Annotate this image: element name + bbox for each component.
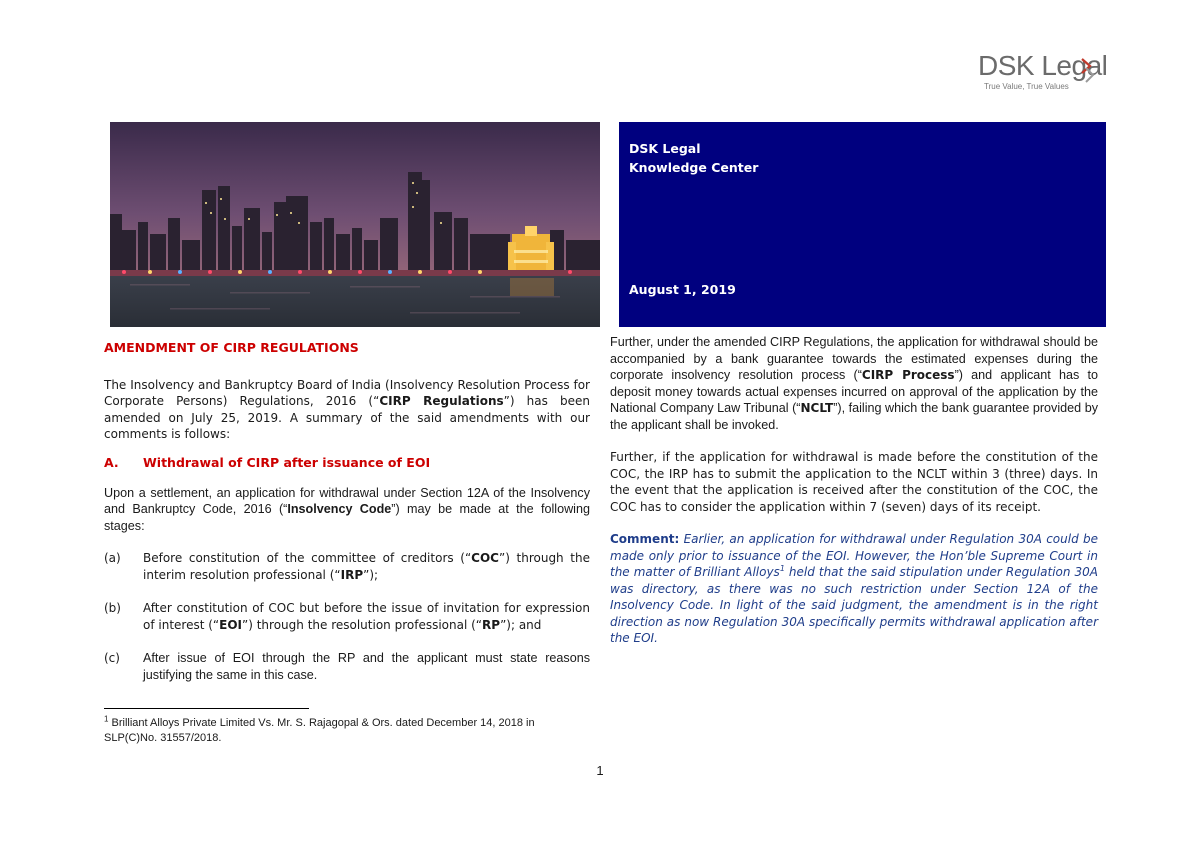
list-item-c [104, 650, 590, 683]
footnote-number: 1 [104, 714, 109, 724]
settlement-text-2: ”) may be made at the following stages: [104, 502, 590, 533]
footnote-ref[interactable]: 1 [779, 564, 785, 573]
city-skyline-image [110, 122, 600, 327]
knowledge-center-panel [619, 122, 1106, 327]
settlement-paragraph [104, 485, 590, 535]
timeline-paragraph: Further, if the application for withdrawal is made before the constitution of the COC, the IRP has to submit the application to the NCLT within 3 (three) days. In the event that the application is received after the constitution of the COC, the COC has to consider the application within 7 (seven) days of its receipt. [610, 450, 1098, 514]
item-b-text-2: ”) through the resolution professional (“ [242, 617, 483, 632]
footnote-text: Brilliant Alloys Private Limited Vs. Mr. S. Rajagopal & Ors. dated December 14, 2018 in SLP(C)No. 31557/2018. [104, 717, 535, 744]
panel-line-1: DSK Legal [629, 141, 701, 156]
comment-text-2: held that the said stipulation under Regulation 30A was directory, as there was no such restriction under Section 12A of the Insolvency Code. In light of the said judgment, the amendment is in the right direction as now Regulation 30A specifically permits withdrawal application after the EOI. [610, 565, 1098, 645]
list-item-text [143, 550, 590, 583]
intro-paragraph [104, 377, 590, 443]
logo-name: DSK Legal [978, 50, 1108, 81]
list-item-label: (b) [104, 601, 121, 615]
para1-text-3: ”), failing which the bank guarantee provided by the applicant shall be invoked. [610, 401, 1098, 432]
item-b-text-3: ”); and [500, 617, 542, 632]
left-column [104, 340, 590, 683]
panel-title [629, 139, 758, 177]
item-a-bold-1: COC [471, 551, 499, 565]
publication-date: August 1, 2019 [629, 282, 736, 297]
para1-bold-1: CIRP Process [861, 368, 955, 382]
page-number: 1 [596, 763, 604, 778]
section-a-heading [104, 455, 590, 473]
item-b-bold-1: EOI [219, 617, 243, 632]
item-a-text-1: Before constitution of the committee of creditors (“ [143, 551, 472, 565]
item-b-text-1: After constitution of COC but before the issue of invitation for expression of interest (“ [143, 601, 590, 632]
logo-chevron-icon [1080, 56, 1096, 86]
logo-tagline: True Value, True Values [984, 82, 1069, 91]
comment-paragraph [610, 531, 1098, 647]
para1-text-2: ”) and applicant has to deposit money towards actual expenses incurred on approval of the application by the National Company Law Tribunal (“ [610, 368, 1098, 415]
list-item-b [104, 600, 590, 633]
footnote [104, 716, 590, 746]
panel-line-2: Knowledge Center [629, 160, 759, 175]
list-item-text: After issue of EOI through the RP and the applicant must state reasons justifying the same in this case. [143, 651, 590, 682]
bank-guarantee-paragraph [610, 334, 1098, 433]
item-b-bold-2: RP [482, 617, 501, 632]
document-heading: AMENDMENT OF CIRP REGULATIONS [104, 340, 359, 355]
comment-label: Comment: [610, 532, 680, 546]
comment-text-1: Earlier, an application for withdrawal under Regulation 30A could be made only prior to issuance of the EOI. However, the Hon’ble Supreme Court in the matter of Brilliant Alloys [610, 532, 1098, 579]
para1-bold-2: NCLT [800, 401, 834, 415]
section-a-title: Withdrawal of CIRP after issuance of EOI [143, 454, 431, 470]
dsk-legal-logo [978, 50, 1108, 100]
right-column [610, 334, 1098, 647]
list-item-text [143, 600, 590, 633]
list-item-label: (a) [104, 551, 121, 565]
settlement-bold-1: Insolvency Code [287, 502, 392, 516]
intro-bold-1: CIRP Regulations [379, 394, 504, 408]
intro-text-1: The Insolvency and Bankruptcy Board of India (Insolvency Resolution Process for Corporate Persons) Regulations, 2016 (“ [104, 377, 590, 408]
item-a-text-2: ”) through the interim resolution professional (“ [143, 551, 590, 582]
settlement-text-1: Upon a settlement, an application for withdrawal under Section 12A of the Insolvency and Bankruptcy Code, 2016 (“ [104, 485, 590, 516]
footnote-divider [104, 708, 309, 709]
list-item-label: (c) [104, 651, 120, 665]
para1-text-1: Further, under the amended CIRP Regulations, the application for withdrawal should be accompanied by a bank guarantee towards the estimated expenses during the corporate insolvency resolution process (“ [610, 335, 1098, 382]
intro-text-2: ”) has been amended on July 25, 2019. A summary of the said amendments with our comments is follows: [104, 394, 590, 441]
list-item-a [104, 550, 590, 583]
section-a-number: A. [104, 454, 119, 470]
item-a-bold-2: IRP [340, 567, 364, 582]
item-a-text-3: ”); [363, 567, 379, 582]
